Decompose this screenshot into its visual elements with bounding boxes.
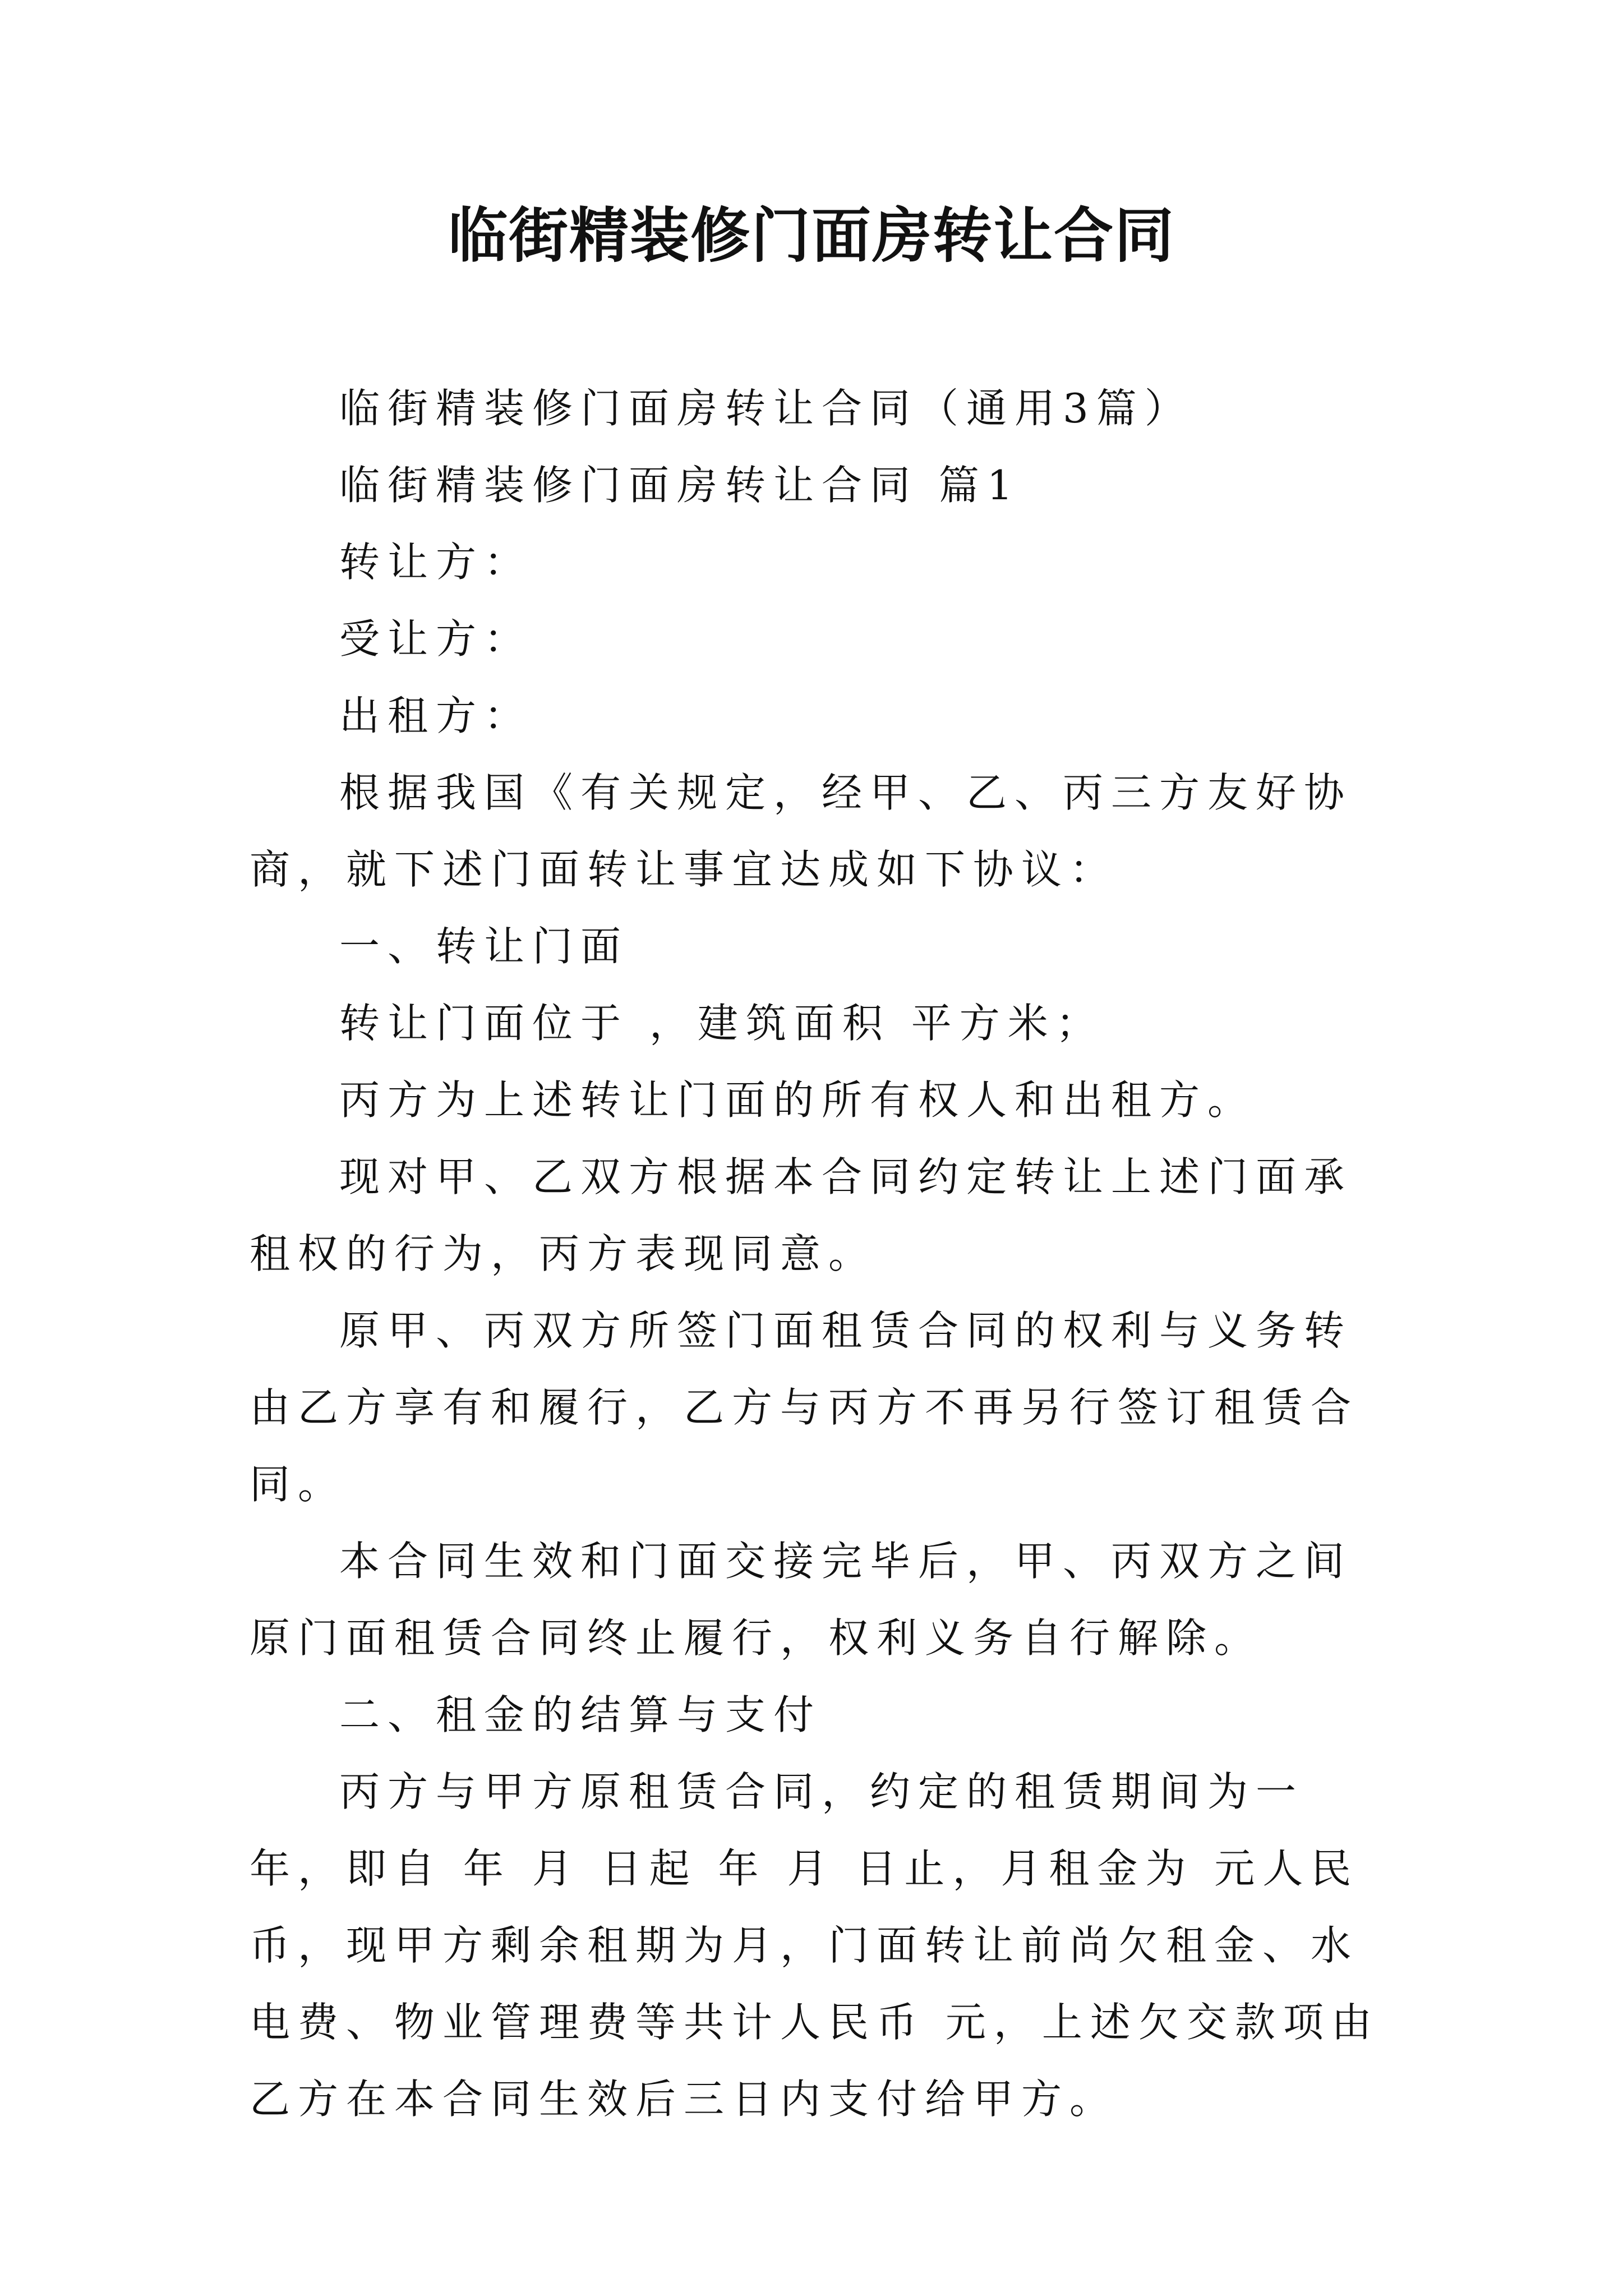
clause-heading: 二、租金的结算与支付 bbox=[339, 1691, 822, 1738]
transferor-label: 转让方： bbox=[339, 539, 533, 586]
document-title: 临街精装修门面房转让合同 bbox=[448, 200, 1175, 270]
document-body bbox=[250, 370, 1382, 2138]
paragraph: 丙方为上述转让门面的所有权人和出租方。 bbox=[339, 1076, 1256, 1124]
clause-heading: 一、转让门面 bbox=[339, 923, 629, 970]
document-subtitle: 临街精装修门面房转让合同（通用3篇） bbox=[339, 385, 1193, 432]
transferee-label: 受让方： bbox=[339, 615, 533, 662]
section-heading: 临街精装修门面房转让合同 篇1 bbox=[339, 462, 1021, 509]
paragraph: 转让门面位于 ，建筑面积 平方米； bbox=[339, 1000, 1104, 1047]
paragraph: 根据我国《有关规定，经甲、乙、丙三方友好协商，就下述门面转让事宜达成如下协议： bbox=[250, 769, 1353, 893]
lessor-label: 出租方： bbox=[339, 692, 533, 739]
paragraph: 丙方与甲方原租赁合同，约定的租赁期间为一年，即自 年 月 日起 年 月 日止，月租金为 元人民币，现甲方剩余租期为月，门面转让前尚欠租金、水电费、物业管理费等共计人民币 元，上述欠交款项由乙方在本合同生效后三日内支付给甲方。 bbox=[250, 1768, 1380, 2123]
paragraph: 现对甲、乙双方根据本合同约定转让上述门面承租权的行为，丙方表现同意。 bbox=[250, 1153, 1353, 1277]
paragraph: 原甲、丙双方所签门面租赁合同的权利与义务转由乙方享有和履行，乙方与丙方不再另行签订租赁合同。 bbox=[250, 1307, 1359, 1508]
paragraph: 本合同生效和门面交接完毕后，甲、丙双方之间原门面租赁合同终止履行，权利义务自行解除。 bbox=[250, 1538, 1353, 1662]
